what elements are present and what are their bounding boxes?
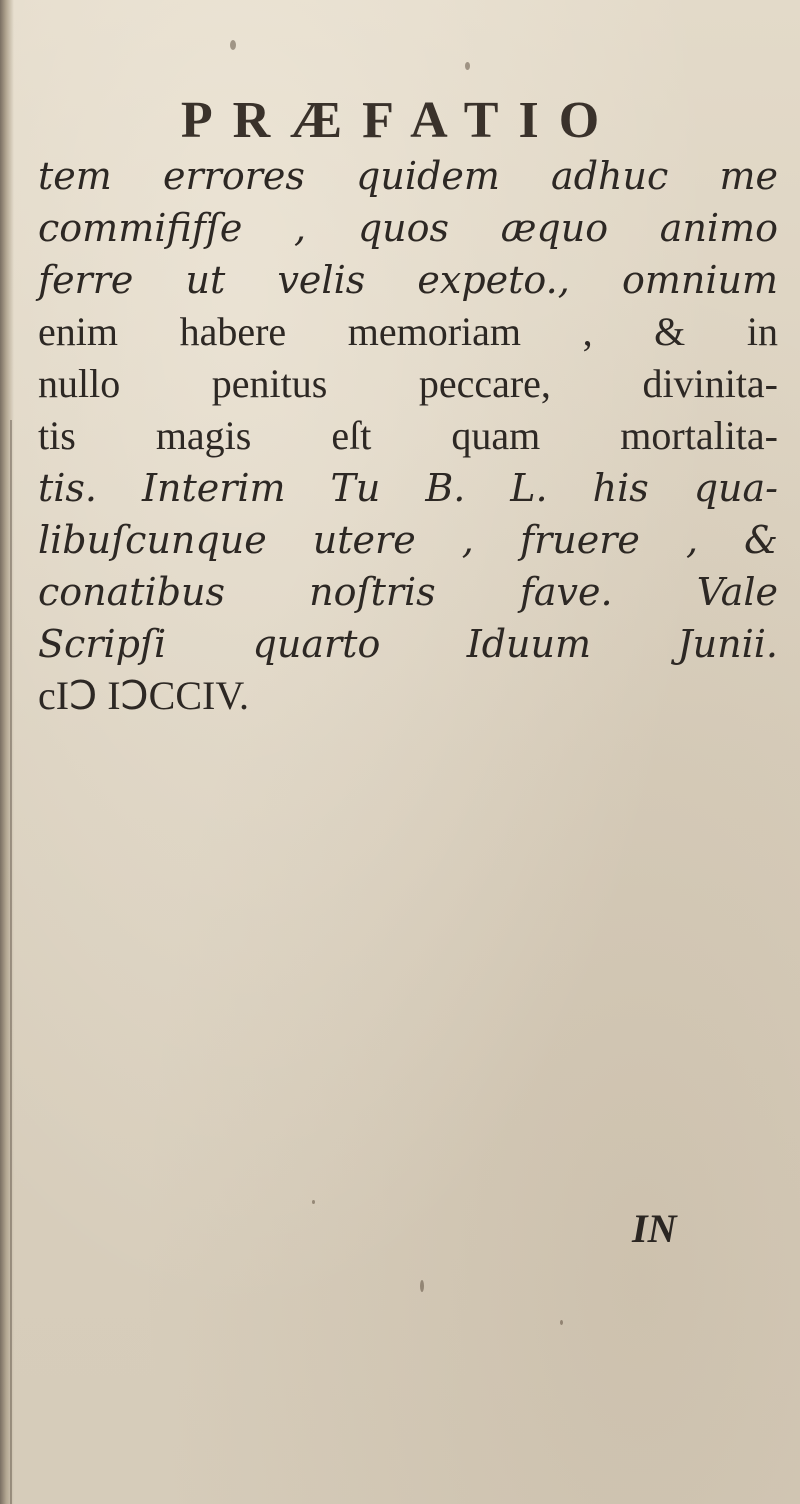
paper-speck [560, 1320, 563, 1325]
text-line: tis magis eſt quam mortalita- [38, 413, 778, 458]
page-header: PRÆFATIO [180, 92, 620, 149]
text-line: tis. Interim Tu B. L. his qua- [38, 466, 778, 510]
text-line: ferre ut velis expeto., omnium [38, 258, 778, 302]
text-line: nullo penitus peccare, divinita- [38, 361, 778, 406]
text-line-date: cIↃ IↃCCIV. [38, 673, 250, 718]
text-line: conatibus noſtris fave. Vale [38, 570, 778, 614]
paper-speck [465, 62, 470, 70]
text-line: Scripſi quarto Iduum Junii. [38, 622, 778, 666]
paper-speck [420, 1280, 424, 1292]
text-line: enim habere memoriam , & in [38, 309, 778, 354]
catchword: IN [632, 1206, 677, 1251]
paper-speck [230, 40, 236, 50]
margin-crease [10, 420, 12, 1504]
text-line: commififſe , quos æquo animo [38, 206, 778, 250]
paper-speck [312, 1200, 315, 1204]
text-line: libuſcunque utere , fruere , & [38, 518, 778, 562]
body-text [38, 150, 778, 722]
text-line: tem errores quidem adhuc me [38, 154, 778, 198]
